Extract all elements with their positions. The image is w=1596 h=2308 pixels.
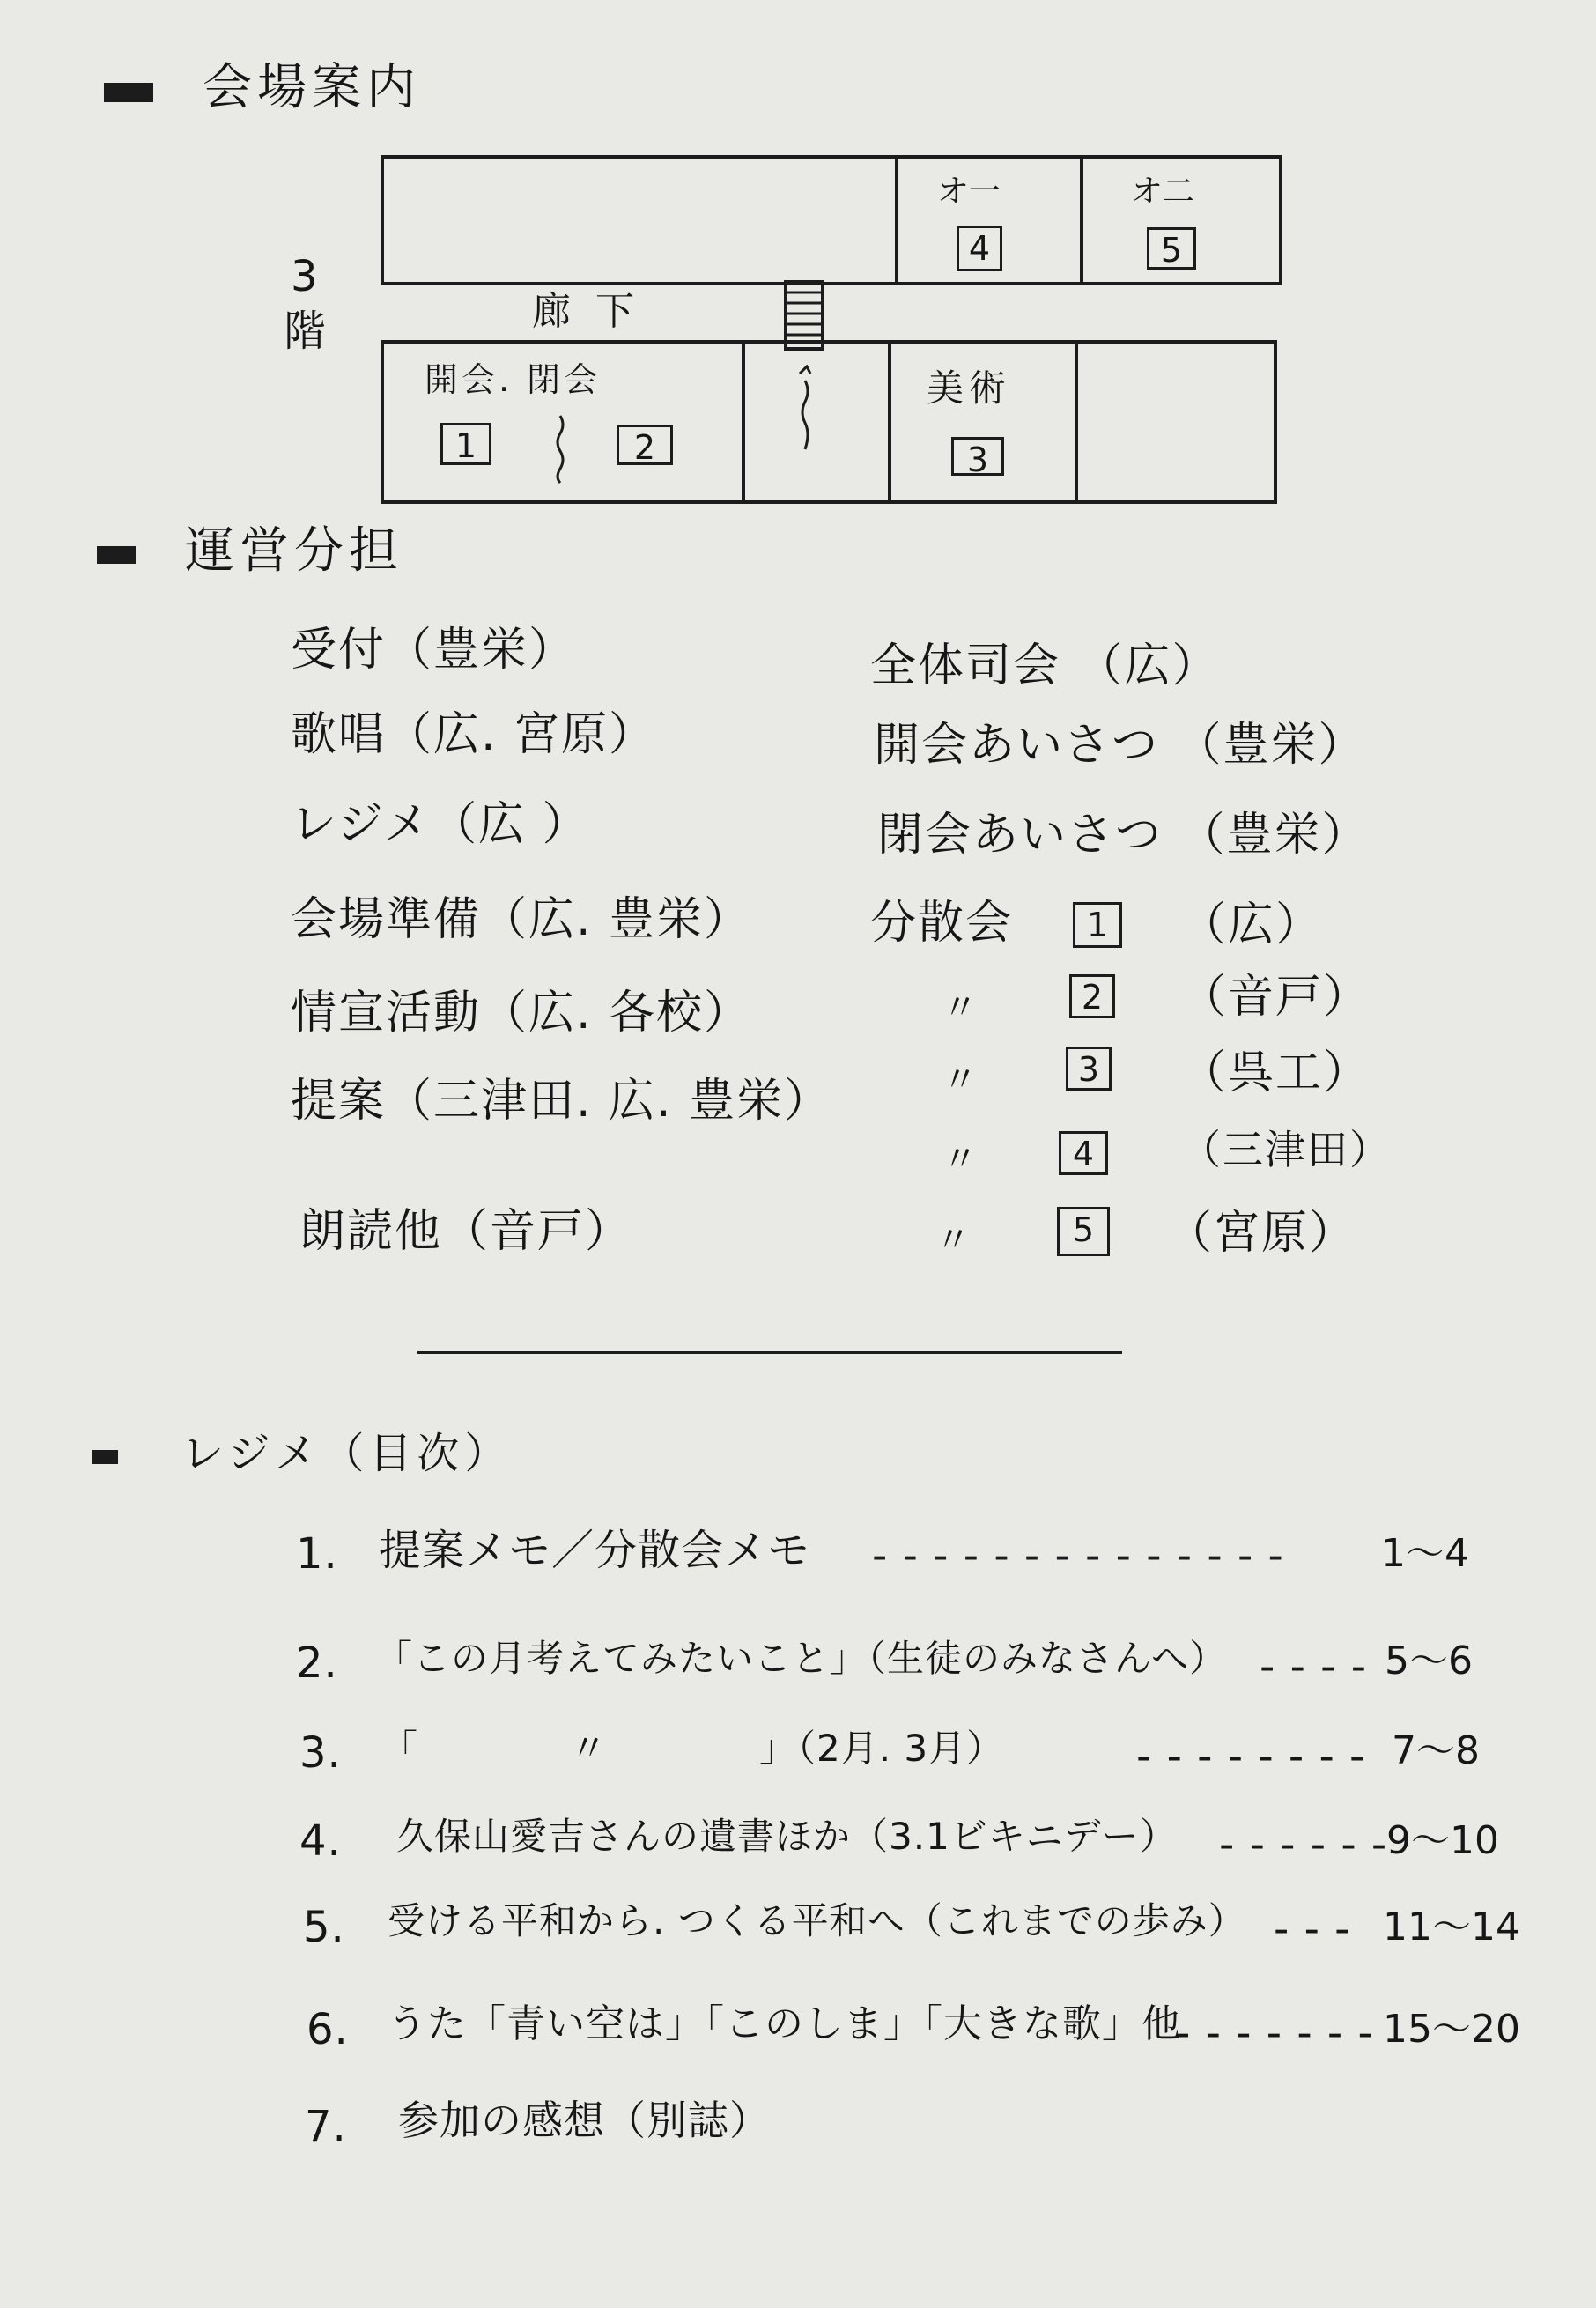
room-label: 開会. 閉会 — [425, 360, 602, 399]
breakout-person: （三津田） — [1180, 1126, 1392, 1173]
room-number-box: 5 — [1147, 227, 1196, 270]
toc-leader: - - - — [1274, 1905, 1351, 1954]
breakout-person: （宮原） — [1166, 1207, 1357, 1260]
corridor-label: 廊下 — [532, 289, 659, 334]
breakout-number-box: 3 — [1066, 1047, 1112, 1091]
toc-number: 5. — [303, 1903, 345, 1952]
toc-leader: - - - - - - - - - - - - - - — [872, 1531, 1284, 1580]
map-divider — [888, 340, 891, 504]
role-item: 提案（三津田. 広. 豊栄） — [291, 1075, 832, 1128]
partition-squiggle — [553, 414, 567, 485]
toc-number: 1. — [296, 1529, 338, 1579]
toc-title: 「この月考えてみたいこと」（生徒のみなさんへ） — [375, 1637, 1228, 1680]
toc-title: うた「青い空は」「このしま」「大きな歌」他 — [388, 2001, 1181, 2046]
room-number-box: 1 — [440, 423, 491, 465]
role-item: 全体司会 （広） — [870, 640, 1220, 692]
toc-pages: 9～10 — [1386, 1818, 1499, 1863]
role-item: 朗読他（音戸） — [299, 1205, 633, 1258]
resume-heading: レジメ（目次） — [181, 1429, 513, 1478]
section-divider — [417, 1351, 1122, 1354]
ditto-mark: 〃 — [942, 1060, 978, 1100]
breakout-number-box: 1 — [1073, 902, 1122, 948]
map-divider — [895, 155, 898, 285]
role-item: 開会あいさつ （豊栄） — [874, 719, 1366, 772]
toc-number: 3. — [299, 1728, 342, 1778]
breakout-person: （音戸） — [1180, 971, 1371, 1024]
breakout-number-box: 4 — [1059, 1131, 1108, 1175]
toc-title: 「 〃 」（2月. 3月） — [381, 1727, 1005, 1770]
toc-title: 受ける平和から. つくる平和へ（これまでの歩み） — [388, 1899, 1246, 1942]
role-item: 受付（豊栄） — [291, 624, 577, 677]
room-label: オ一 — [937, 174, 1001, 210]
partition-squiggle — [796, 365, 814, 453]
breakout-person: （広） — [1180, 899, 1324, 951]
ditto-mark: 〃 — [942, 1139, 978, 1180]
toc-leader: - - - - - - - — [1175, 2008, 1374, 2058]
map-divider — [1080, 155, 1083, 285]
room-label: 美術 — [927, 366, 1012, 410]
ditto-mark: 〃 — [942, 988, 978, 1028]
toc-pages: 7～8 — [1392, 1728, 1480, 1773]
toc-number: 4. — [299, 1816, 342, 1866]
bullet-icon — [92, 1450, 118, 1464]
toc-title: 提案メモ／分散会メモ — [379, 1526, 811, 1575]
toc-number: 2. — [296, 1639, 338, 1688]
room-number-box: 4 — [957, 226, 1002, 271]
role-item: 情宣活動（広. 各校） — [291, 987, 752, 1039]
breakout-person: （呉工） — [1180, 1047, 1371, 1099]
map-divider — [742, 340, 745, 504]
toc-number: 7. — [305, 2102, 347, 2151]
toc-pages: 11～14 — [1383, 1905, 1520, 1949]
toc-title: 久保山愛吉さんの遺書ほか（3.1ビキニデー） — [396, 1815, 1178, 1858]
room-label: オ二 — [1131, 174, 1195, 210]
toc-pages: 1～4 — [1381, 1531, 1469, 1576]
breakout-number-box: 2 — [1069, 974, 1115, 1018]
breakout-label: 分散会 — [870, 897, 1014, 950]
operations-heading: 運営分担 — [185, 522, 403, 580]
role-item: 会場準備（広. 豊栄） — [291, 893, 752, 946]
room-number-box: 3 — [951, 437, 1004, 476]
room-number-box: 2 — [617, 425, 673, 465]
breakout-number-box: 5 — [1057, 1207, 1110, 1256]
toc-pages: 5～6 — [1385, 1639, 1473, 1683]
toc-title: 参加の感想（別誌） — [398, 2097, 771, 2144]
venue-heading: 会場案内 — [203, 59, 421, 116]
toc-pages: 15～20 — [1383, 2007, 1520, 2052]
toc-number: 6. — [307, 2005, 349, 2054]
floor-number: 3 — [291, 252, 318, 301]
role-item: レジメ（広 ） — [291, 798, 590, 851]
ditto-mark: 〃 — [935, 1220, 971, 1261]
floor-kanji: 階 — [284, 307, 327, 356]
toc-leader: - - - - — [1260, 1642, 1368, 1691]
bullet-icon — [97, 546, 136, 564]
toc-leader: - - - - - - — [1219, 1820, 1388, 1869]
role-item: 閉会あいさつ （豊栄） — [877, 809, 1370, 862]
toc-leader: - - - - - - - - — [1136, 1732, 1366, 1781]
bullet-icon — [104, 83, 153, 102]
map-divider — [1075, 340, 1078, 504]
role-item: 歌唱（広. 宮原） — [291, 708, 657, 761]
